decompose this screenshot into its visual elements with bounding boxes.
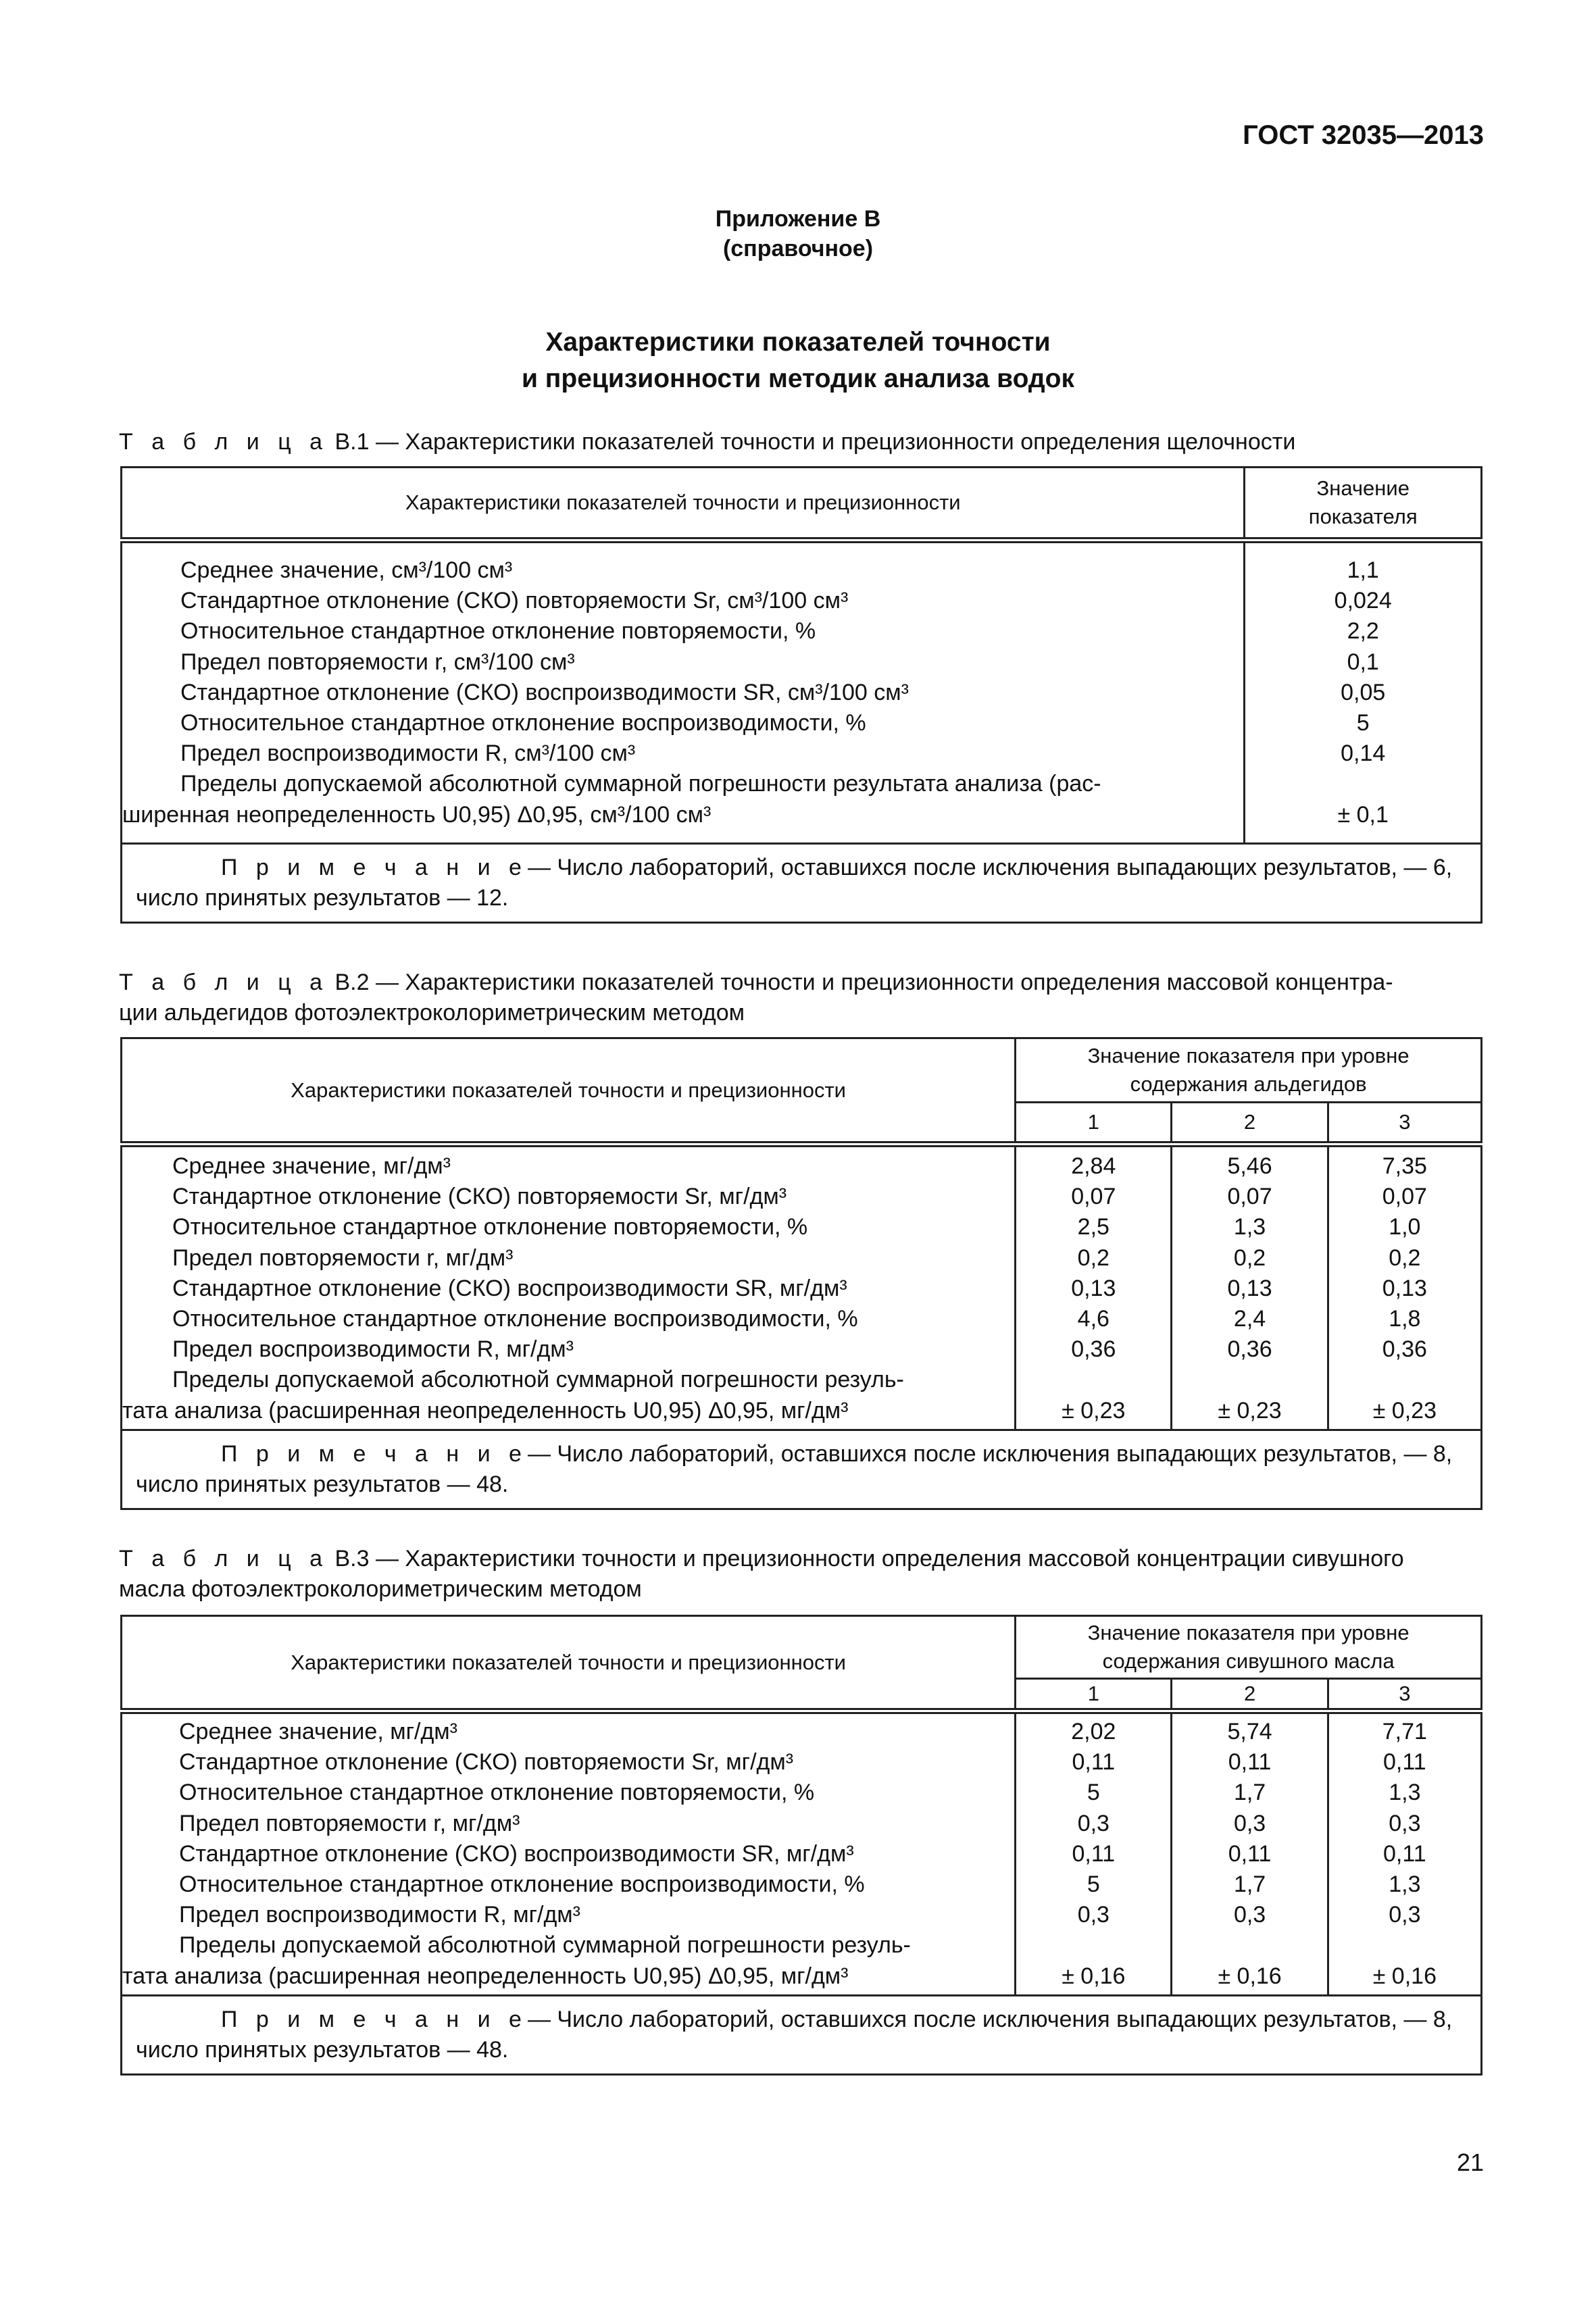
- table-row: Среднее значение, мг/дм³: [172, 1153, 451, 1179]
- table2-level-1: 1: [1016, 1103, 1172, 1145]
- table-cell: 1,1: [1347, 557, 1379, 583]
- table-row: Предел воспроизводимости R, мг/дм³: [172, 1336, 574, 1363]
- table2-col-group: Значение показателя при уровне содержания альдегидов: [1016, 1038, 1482, 1103]
- table-row: Относительное стандартное отклонение повторяемости, %: [172, 1214, 808, 1240]
- section-title-line1: Характеристики показателей точности: [545, 328, 1051, 357]
- table-row: Пределы допускаемой абсолютной суммарной погрешности резуль-: [179, 1932, 911, 1959]
- table3-level-2: 2: [1172, 1679, 1328, 1711]
- table3-col2: 5,74 0,11 1,7 0,3 0,11 1,7 0,3 ± 0,16: [1172, 1711, 1328, 1996]
- table-row: Относительное стандартное отклонение воспроизводимости, %: [172, 1305, 858, 1332]
- table1-note: П р и м е ч а н и е— Число лабораторий, оставшихся после исключения выпадающих результатов, — 6, число принятых результатов — 12.: [122, 843, 1482, 922]
- page-number: 21: [1456, 2148, 1484, 2176]
- appendix-title: Приложение В: [715, 206, 881, 232]
- table3-col1: 2,02 0,11 5 0,3 0,11 5 0,3 ± 0,16: [1016, 1711, 1172, 1996]
- table3-note: П р и м е ч а н и е— Число лабораторий, оставшихся после исключения выпадающих результатов, — 8, число принятых результатов — 48.: [122, 1995, 1482, 2074]
- section-title-line2: и прецизионности методик анализа водок: [522, 364, 1074, 393]
- table-row: тата анализа (расширенная неопределенность U0,95) Δ0,95, мг/дм³: [122, 1397, 849, 1424]
- table-row: Стандартное отклонение (СКО) повторяемости Sr, мг/дм³: [172, 1184, 787, 1210]
- table-row: Стандартное отклонение (СКО) воспроизводимости SR, см³/100 см³: [180, 679, 909, 705]
- document-code: ГОСТ 32035—2013: [1243, 120, 1484, 150]
- table2-col-param: Характеристики показателей точности и прецизионности: [122, 1038, 1016, 1145]
- table-row: Предел повторяемости r, мг/дм³: [179, 1810, 520, 1836]
- table-row: Пределы допускаемой абсолютной суммарной погрешности результата анализа (рас-: [180, 771, 1101, 797]
- section-title: [0, 324, 1596, 397]
- table-row: Стандартное отклонение (СКО) повторяемости Sr, мг/дм³: [179, 1749, 794, 1776]
- appendix-heading: [0, 204, 1596, 263]
- table2-level-2: 2: [1172, 1103, 1328, 1145]
- table-cell: ± 0,1: [1337, 801, 1389, 828]
- table-row: Среднее значение, мг/дм³: [179, 1719, 457, 1744]
- table-cell: 0,024: [1334, 588, 1392, 614]
- table-row: ширенная неопределенность U0,95) Δ0,95, см³/100 см³: [122, 801, 712, 828]
- table1-caption-label: Т а б л и ц а: [119, 429, 329, 455]
- table3-level-3: 3: [1328, 1679, 1481, 1711]
- table2-note: П р и м е ч а н и е— Число лабораторий, оставшихся после исключения выпадающих результатов, — 8, число принятых результатов — 48.: [122, 1430, 1482, 1509]
- table-row: Относительное стандартное отклонение воспроизводимости, %: [180, 709, 866, 736]
- table-row: Предел повторяемости r, см³/100 см³: [180, 649, 575, 675]
- table2: [120, 1037, 1482, 1510]
- table-row: тата анализа (расширенная неопределенность U0,95) Δ0,95, мг/дм³: [122, 1963, 849, 1989]
- table-row: Предел воспроизводимости R, мг/дм³: [179, 1902, 580, 1928]
- table1-labels: [122, 540, 1245, 844]
- table2-col3: 7,35 0,07 1,0 0,2 0,13 1,8 0,36 ± 0,23: [1328, 1145, 1481, 1430]
- table1-values: [1245, 540, 1482, 844]
- table-row: Пределы допускаемой абсолютной суммарной погрешности резуль-: [172, 1367, 904, 1393]
- table2-caption: Т а б л и ц а В.2 — Характеристики показателей точности и прецизионности определения массовой концентра- ции альдегидов фотоэлектроколориметрическим методом: [119, 970, 1393, 1026]
- table2-level-3: 3: [1328, 1103, 1481, 1145]
- table1-col-value: Значение показателя: [1245, 468, 1482, 540]
- table-row: Относительное стандартное отклонение повторяемости, %: [180, 618, 816, 645]
- table3-col3: 7,71 0,11 1,3 0,3 0,11 1,3 0,3 ± 0,16: [1328, 1711, 1481, 1996]
- table-row: Предел воспроизводимости R, см³/100 см³: [180, 740, 636, 767]
- table-cell: 5: [1356, 709, 1370, 736]
- table3-level-1: 1: [1016, 1679, 1172, 1711]
- table-cell: 0,1: [1347, 649, 1379, 675]
- table-row: Стандартное отклонение (СКО) повторяемости Sr, см³/100 см³: [180, 588, 849, 614]
- table2-col1: 2,84 0,07 2,5 0,2 0,13 4,6 0,36 ± 0,23: [1016, 1145, 1172, 1430]
- table3-col-param: Характеристики показателей точности и прецизионности: [122, 1616, 1016, 1711]
- table3-labels: [122, 1711, 1016, 1996]
- table2-labels: [122, 1145, 1016, 1430]
- table-row: Стандартное отклонение (СКО) воспроизводимости SR, мг/дм³: [172, 1275, 847, 1301]
- table1-caption: [119, 427, 1491, 457]
- table3-caption: Т а б л и ц а В.3 — Характеристики точности и прецизионности определения массовой концентрации сивушного масла фотоэлектроколориметрическим методом: [119, 1546, 1404, 1602]
- table2-col2: 5,46 0,07 1,3 0,2 0,13 2,4 0,36 ± 0,23: [1172, 1145, 1328, 1430]
- table-row: Среднее значение, см³/100 см³: [180, 557, 513, 583]
- table-row: Стандартное отклонение (СКО) воспроизводимости SR, мг/дм³: [179, 1840, 854, 1867]
- table-row: Предел повторяемости r, мг/дм³: [172, 1244, 514, 1271]
- table1: [120, 466, 1482, 924]
- table-cell: 0,05: [1341, 679, 1386, 705]
- appendix-subtitle: (справочное): [722, 236, 874, 261]
- table3-col-group: Значение показателя при уровне содержания сивушного масла: [1016, 1616, 1482, 1679]
- table-cell: 0,14: [1341, 740, 1386, 767]
- table-cell: 2,2: [1347, 618, 1379, 645]
- table-row: Относительное стандартное отклонение повторяемости, %: [179, 1780, 815, 1806]
- table1-col-param: Характеристики показателей точности и прецизионности: [122, 468, 1245, 540]
- table1-caption-text: В.1 — Характеристики показателей точности и прецизионности определения щелочности: [334, 429, 1296, 455]
- table-row: Относительное стандартное отклонение воспроизводимости, %: [179, 1871, 865, 1897]
- table3: [120, 1615, 1482, 2076]
